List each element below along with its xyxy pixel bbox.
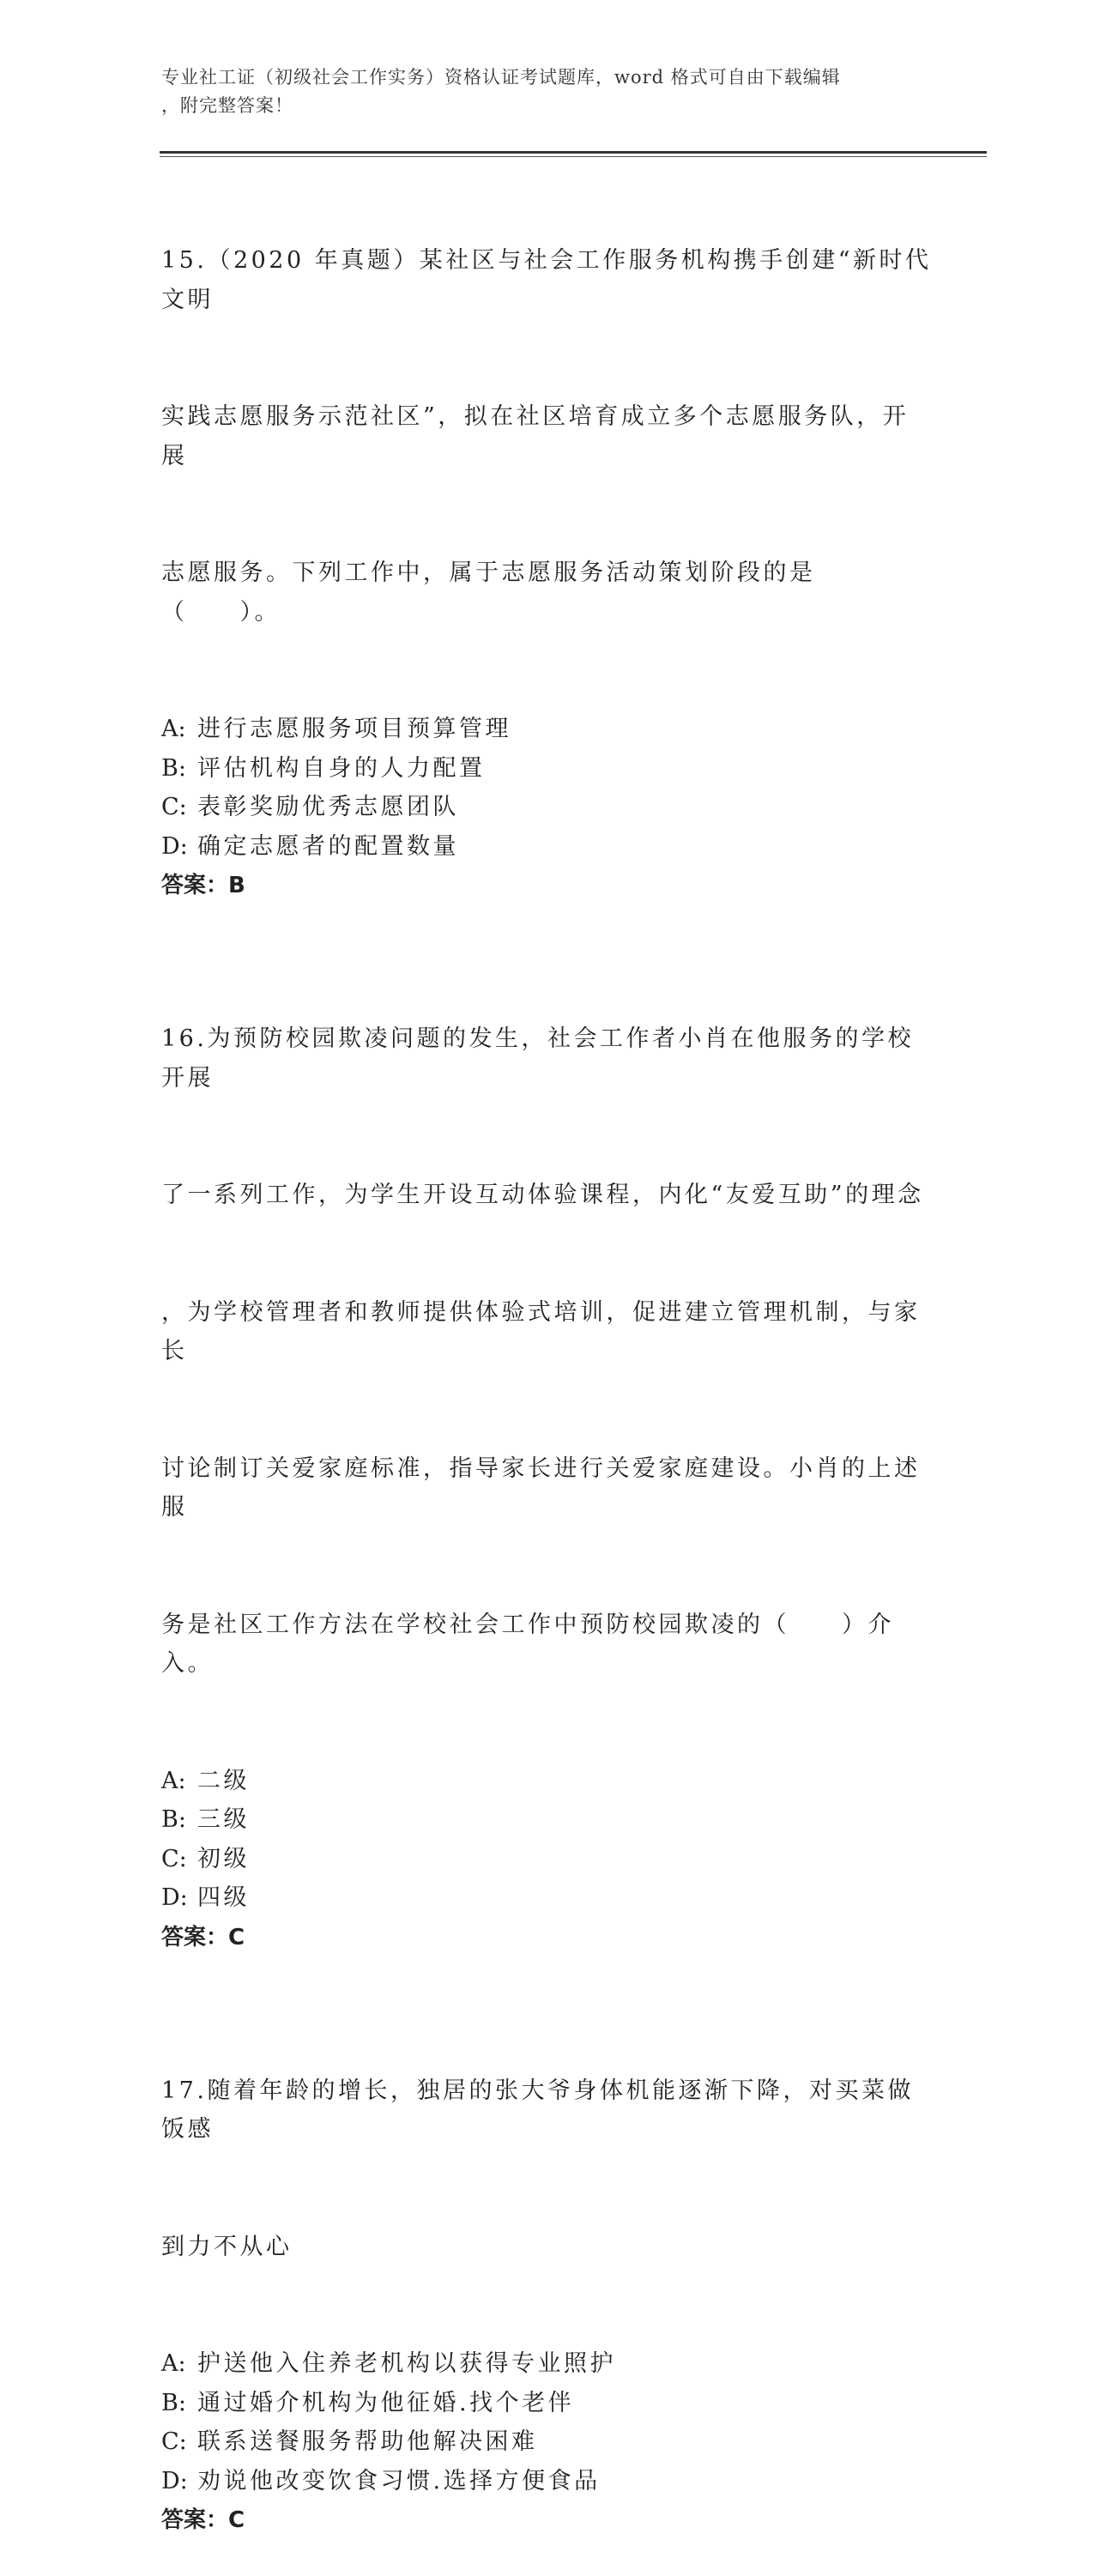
option-d <box>161 1878 934 1918</box>
option-a <box>161 2344 934 2384</box>
stem-line: 了一系列工作，为学生开设互动体验课程，内化“友爱互助”的理念 <box>161 1182 924 1208</box>
option-d <box>161 2462 934 2501</box>
stem-line: 志愿服务。下列工作中，属于志愿服务活动策划阶段的是（ ）。 <box>161 559 816 626</box>
option-c <box>161 1840 934 1879</box>
option-letter: A: <box>161 1767 186 1794</box>
option-letter: D: <box>161 832 188 860</box>
stem-line: ，为学校管理者和教师提供体验式培训，促进建立管理机制，与家长 <box>161 1298 921 1364</box>
stem-line: 务是社区工作方法在学校社会工作中预防校园欺凌的（ ）介入。 <box>161 1611 894 1677</box>
option-a <box>161 1762 934 1801</box>
page-header <box>161 63 916 120</box>
header-line-2: ，附完整答案！ <box>161 95 293 116</box>
option-text: 评估机构自身的人力配置 <box>197 754 486 782</box>
option-text: 二级 <box>197 1767 250 1794</box>
option-b <box>161 2384 934 2423</box>
option-text: 四级 <box>197 1884 250 1911</box>
option-letter: B: <box>161 754 186 782</box>
answer-line: 答案：B <box>161 873 245 898</box>
option-c <box>161 788 934 827</box>
option-letter: B: <box>161 1806 186 1833</box>
header-divider-thick <box>160 151 987 154</box>
option-text: 表彰奖励优秀志愿团队 <box>197 794 459 820</box>
question-17 <box>161 1993 934 2541</box>
answer-line: 答案：C <box>161 1924 245 1950</box>
option-text: 护送他入住养老机构以获得专业照护 <box>197 2350 616 2377</box>
option-letter: D: <box>161 1884 188 1911</box>
option-b <box>161 749 934 789</box>
question-stem <box>161 163 934 710</box>
option-text: 劝说他改变饮食习惯.选择方便食品 <box>197 2467 601 2494</box>
option-b <box>161 1800 934 1840</box>
stem-line: 到力不从心 <box>161 2233 293 2260</box>
option-text: 进行志愿服务项目预算管理 <box>197 716 511 742</box>
option-text: 三级 <box>197 1806 250 1833</box>
option-letter: C: <box>161 2428 187 2455</box>
question-stem <box>161 1993 934 2345</box>
header-divider-thin <box>160 156 987 157</box>
stem-line: 17.随着年龄的增长，独居的张大爷身体机能逐渐下降，对买菜做饭感 <box>161 2077 914 2143</box>
option-letter: B: <box>161 2389 186 2416</box>
stem-line: 16.为预防校园欺凌问题的发生，社会工作者小肖在他服务的学校开展 <box>161 1025 914 1091</box>
header-line-1: 专业社工证（初级社会工作实务）资格认证考试题库，word 格式可自由下载编辑 <box>161 67 841 88</box>
option-letter: C: <box>161 1845 187 1872</box>
option-text: 确定志愿者的配置数量 <box>197 832 459 860</box>
option-text: 联系送餐服务帮助他解决困难 <box>197 2428 538 2455</box>
option-text: 初级 <box>197 1845 250 1872</box>
option-a <box>161 710 934 749</box>
option-letter: A: <box>161 2350 186 2377</box>
question-stem <box>161 941 934 1762</box>
option-letter: A: <box>161 716 186 742</box>
answer-line: 答案：C <box>161 2507 245 2533</box>
stem-line: 15.（2020 年真题）某社区与社会工作服务机构携手创建“新时代文明 <box>161 247 932 313</box>
option-letter: D: <box>161 2467 188 2494</box>
option-d <box>161 827 934 867</box>
option-letter: C: <box>161 794 187 820</box>
option-c <box>161 2422 934 2462</box>
stem-line: 讨论制订关爱家庭标准，指导家长进行关爱家庭建设。小肖的上述服 <box>161 1454 921 1521</box>
option-text: 通过婚介机构为他征婚.找个老伴 <box>197 2389 575 2416</box>
question-16 <box>161 941 934 1957</box>
question-15 <box>161 163 934 905</box>
question-list <box>161 163 934 2576</box>
stem-line: 实践志愿服务示范社区”，拟在社区培育成立多个志愿服务队，开展 <box>161 403 910 469</box>
